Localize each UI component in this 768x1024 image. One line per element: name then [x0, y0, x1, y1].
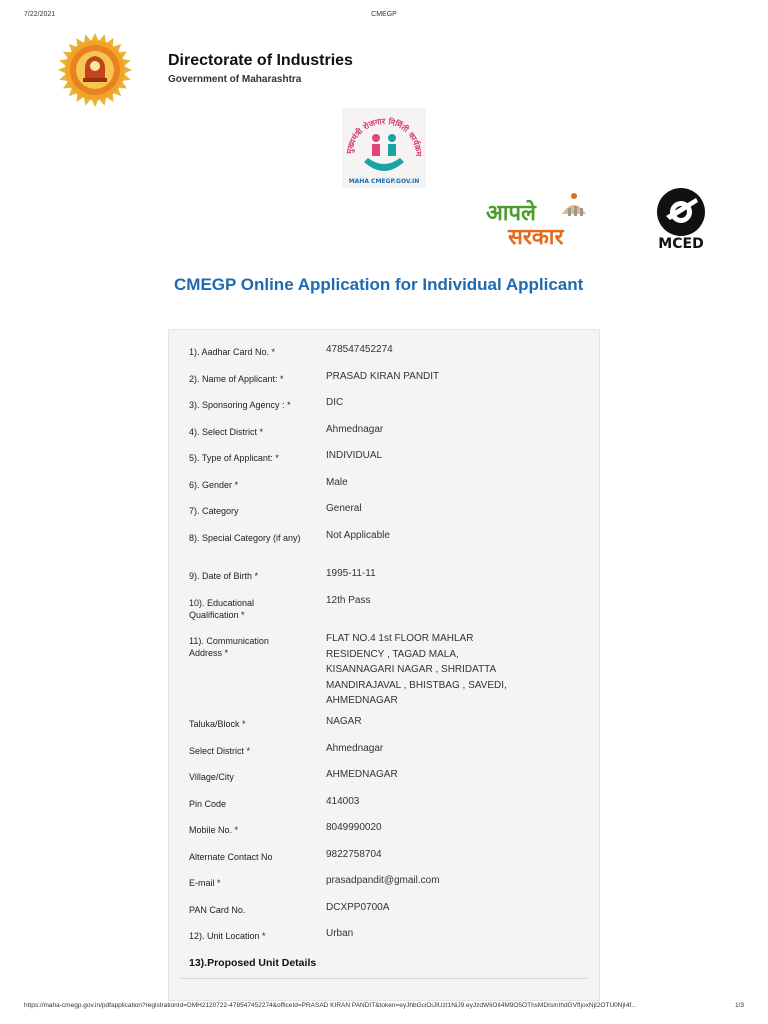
mced-logo: [648, 186, 714, 250]
field-value: PRASAD KIRAN PANDIT: [326, 371, 440, 382]
field-label: 10). Educational Qualification *: [189, 598, 255, 620]
field-label: Pin Code: [189, 799, 227, 809]
print-title: CMEGP: [371, 11, 397, 18]
form-title: CMEGP Online Application for Individual Applicant: [174, 275, 584, 294]
field-value: FLAT NO.4 1st FLOOR MAHLAR RESIDENCY , TAGAD MALA, KISANNAGARI NAGAR , SHRIDATTA MANDIRAJAVAL , BHISTBAG , SAVEDI, AHMEDNAGAR: [326, 633, 507, 706]
org-subtitle: Government of Maharashtra: [168, 74, 302, 85]
field-value: 8049990020: [326, 822, 382, 833]
field-label: 2). Name of Applicant: *: [189, 374, 284, 384]
field-label: 9). Date of Birth *: [189, 571, 259, 581]
svg-text:मुख्यमंत्री रोजगार निर्मिती का: [345, 116, 423, 158]
page-number: 1/3: [734, 1002, 744, 1009]
field-value: prasadpandit@gmail.com: [326, 875, 440, 886]
field-label: 3). Sponsoring Agency : *: [189, 400, 291, 410]
field-value: 1995-11-11: [326, 568, 376, 579]
org-name: Directorate of Industries: [168, 52, 353, 69]
field-value: Urban: [326, 928, 354, 939]
field-label: 8). Special Category (if any): [189, 533, 301, 543]
field-value: 9822758704: [326, 849, 382, 860]
field-value: DIC: [326, 397, 344, 408]
cmegp-bottom-text: MAHA CMEGP.GOV.IN: [348, 178, 420, 185]
field-label: 1). Aadhar Card No. *: [189, 347, 276, 357]
field-value: NAGAR: [326, 716, 362, 727]
field-label: 4). Select District *: [189, 427, 264, 437]
field-value: Ahmednagar: [326, 424, 384, 435]
field-value: DCXPP0700A: [326, 902, 390, 913]
field-label: 5). Type of Applicant: *: [189, 453, 279, 463]
maharashtra-seal-icon: [56, 32, 134, 108]
field-value: Ahmednagar: [326, 743, 384, 754]
field-value: INDIVIDUAL: [326, 450, 383, 461]
field-label: 7). Category: [189, 506, 239, 516]
section-divider: [181, 978, 587, 979]
aaple-sarkar-logo: [484, 186, 606, 250]
field-value: AHMEDNAGAR: [326, 769, 398, 780]
print-url: https://maha-cmegp.gov.in/pdfapplication?registrationId=DMH2120722-478547452274&officeId=PRASAD KIRAN PANDIT&token=eyJhbGciOiJIUzI1NiJ9.eyJzdWIiOiI4M9O5OThsMDIsInIhdGVfIjoxNjI2OTU0NjI4f...: [24, 1002, 637, 1009]
cmegp-arc-text: मुख्यमंत्री रोजगार निर्मिती कार्यक्रम: [345, 116, 424, 157]
mced-text: MCED: [658, 236, 704, 250]
cmegp-logo: [342, 108, 426, 188]
field-label: PAN Card No.: [189, 905, 246, 915]
field-label: 12). Unit Location *: [189, 931, 266, 941]
field-value: Not Applicable: [326, 530, 390, 541]
field-value: 12th Pass: [326, 595, 371, 606]
field-value: 414003: [326, 796, 360, 807]
field-value: 478547452274: [326, 344, 393, 355]
field-label: 6). Gender *: [189, 480, 239, 490]
field-label: Taluka/Block *: [189, 719, 246, 729]
field-label: Select District *: [189, 746, 251, 756]
application-form: [168, 329, 600, 1001]
field-label: E-mail *: [189, 878, 221, 888]
field-label: Alternate Contact No: [189, 852, 273, 862]
field-label: 11). Communication Address *: [189, 636, 269, 658]
field-label: Village/City: [189, 772, 234, 782]
field-value: Male: [326, 477, 348, 488]
aaple-line1: आपले: [486, 201, 536, 226]
field-value: General: [326, 503, 362, 514]
section-title-proposed-unit: 13).Proposed Unit Details: [189, 957, 317, 969]
field-label: Mobile No. *: [189, 825, 239, 835]
aaple-line2: सरकार: [508, 225, 564, 250]
print-date: 7/22/2021: [24, 11, 56, 18]
